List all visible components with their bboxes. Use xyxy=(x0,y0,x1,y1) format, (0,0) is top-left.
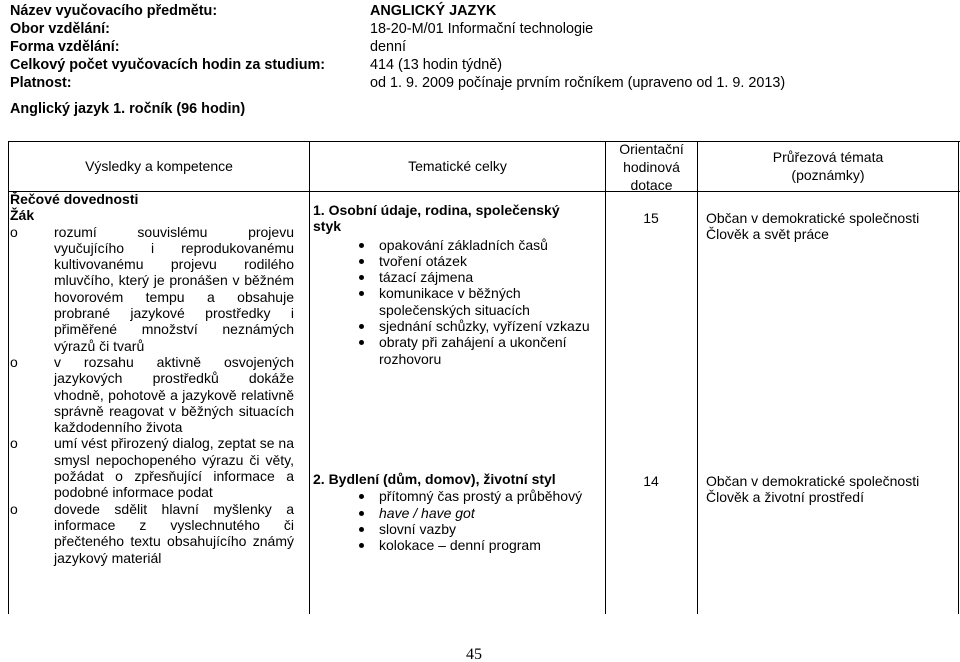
header-label: Forma vzdělání: xyxy=(10,39,120,55)
list-item-text: have / have got xyxy=(379,504,475,521)
list-item-text: sjednání schůzky, vyřízení vzkazu xyxy=(379,318,590,335)
topic-title: 1. Osobní údaje, rodina, společenský styk xyxy=(313,202,560,235)
topic-2-cross-topics xyxy=(706,473,956,506)
list-item xyxy=(359,521,603,537)
bullet-icon xyxy=(359,527,364,532)
topic-1 xyxy=(313,202,603,367)
list-item xyxy=(359,318,603,334)
list-item-text: dovede sdělit hlavní myšlenky a informace z vyslechnutého či přečteného textu obsahujícího známý jazykový materiál xyxy=(54,500,294,566)
list-item xyxy=(359,537,603,553)
results-list xyxy=(10,224,308,566)
circle-bullet-icon: o xyxy=(10,435,18,452)
header-label: Název vyučovacího předmětu: xyxy=(10,3,218,19)
bullet-icon xyxy=(359,243,364,248)
cross-topic: Člověk a životní prostředí xyxy=(706,489,864,506)
circle-bullet-icon: o xyxy=(10,223,18,240)
list-item xyxy=(10,435,308,500)
circle-bullet-icon: o xyxy=(10,500,18,517)
header-cross-line: (poznámky) xyxy=(791,167,865,183)
header-hours-line: Orientační xyxy=(619,141,684,157)
bullet-icon xyxy=(359,291,364,296)
list-item-text: přítomný čas prostý a průběhový xyxy=(379,488,583,505)
header-value: od 1. 9. 2009 počínaje prvním ročníkem (upraveno od 1. 9. 2013) xyxy=(370,75,786,91)
header-row-form xyxy=(10,38,950,56)
list-item-text: kolokace – denní program xyxy=(379,537,541,554)
list-item xyxy=(359,285,603,318)
list-item xyxy=(359,237,603,253)
list-item xyxy=(359,505,603,521)
header-label: Obor vzdělání: xyxy=(10,21,110,37)
list-item-text: rozumí souvislému projevu vyučujícího i reprodukovanému kultivovanému projevu rodilého mluvčího, který je pronášen v běžném hovorovém tempu a obsahuje probrané jazykové prostředky i přiměřené množství neznámých výrazů či tvarů xyxy=(54,223,294,354)
list-item-text: obraty při zahájení a ukončení rozhovoru xyxy=(379,334,567,367)
list-item xyxy=(10,354,308,435)
cross-topic: Občan v demokratické společnosti xyxy=(706,473,920,489)
header-results: Výsledky a kompetence xyxy=(85,158,233,174)
table-left-border xyxy=(8,141,9,614)
bullet-icon xyxy=(359,494,364,499)
topic-items xyxy=(359,237,603,367)
header-hours-line: hodinová xyxy=(623,159,680,175)
list-item-text: slovní vazby xyxy=(379,520,457,537)
list-item xyxy=(359,334,603,367)
header-value: denní xyxy=(370,39,407,55)
section-title: Řečové dovednosti xyxy=(10,191,139,207)
list-item xyxy=(359,253,603,269)
list-item xyxy=(359,269,603,285)
header-cross-topics xyxy=(698,148,958,184)
list-item xyxy=(359,488,603,504)
header-value: 414 (13 hodin týdně) xyxy=(370,57,503,73)
header-value: 18-20-M/01 Informační technologie xyxy=(370,21,594,37)
topic-title: 2. Bydlení (dům, domov), životní styl xyxy=(313,471,556,487)
header-row-validity xyxy=(10,74,950,92)
topic-1-cross-topics xyxy=(706,210,956,243)
topic-1-hours: 15 xyxy=(643,210,659,226)
cross-topic: Člověk a svět práce xyxy=(706,226,829,243)
header-topics: Tematické celky xyxy=(408,158,507,174)
header-cross-line: Průřezová témata xyxy=(772,149,884,165)
list-item-text: tvoření otázek xyxy=(379,252,467,269)
list-item-text: tázací zájmena xyxy=(379,269,474,286)
bullet-icon xyxy=(359,340,364,345)
topic-items xyxy=(359,488,603,553)
header-value: ANGLICKÝ JAZYK xyxy=(370,3,497,19)
topic-2 xyxy=(313,471,603,553)
section-subject: Žák xyxy=(10,207,35,224)
bullet-icon xyxy=(359,259,364,264)
table-right-border xyxy=(958,141,959,614)
bullet-icon xyxy=(359,511,364,516)
bullet-icon xyxy=(359,275,364,280)
results-column xyxy=(10,191,308,612)
header-hours xyxy=(606,140,697,194)
circle-bullet-icon: o xyxy=(10,353,18,370)
header-label: Platnost: xyxy=(10,75,72,91)
cross-topic: Občan v demokratické společnosti xyxy=(706,210,920,226)
list-item xyxy=(10,501,308,566)
list-item xyxy=(10,224,308,354)
list-item-text: v rozsahu aktivně osvojených jazykových prostředků dokáže vhodně, pohotově a jazykově relativně správně reagovat v běžných situacích každodenního života xyxy=(54,353,294,436)
header-row-field xyxy=(10,20,950,38)
section-subtitle: Anglický jazyk 1. ročník (96 hodin) xyxy=(10,101,246,117)
bullet-icon xyxy=(359,543,364,548)
header-row-subject xyxy=(10,2,950,20)
topic-2-hours: 14 xyxy=(643,473,659,489)
header-row-hours xyxy=(10,56,950,74)
page-number: 45 xyxy=(466,646,482,662)
list-item-text: komunikace v běžných společenských situacích xyxy=(379,285,530,318)
table-column-divider xyxy=(309,141,310,614)
list-item-text: opakování základních časů xyxy=(379,236,548,253)
table-column-divider xyxy=(697,141,698,614)
header-hours-line: dotace xyxy=(630,177,673,193)
list-item-text: umí vést přirozený dialog, zeptat se na smysl nepochopeného výrazu či věty, požádat o zpřesňující informace a podobné informace podat xyxy=(54,435,294,501)
bullet-icon xyxy=(359,324,364,329)
table-top-border xyxy=(8,141,960,142)
header-label: Celkový počet vyučovacích hodin za studium: xyxy=(10,57,326,73)
document-header xyxy=(10,2,950,92)
